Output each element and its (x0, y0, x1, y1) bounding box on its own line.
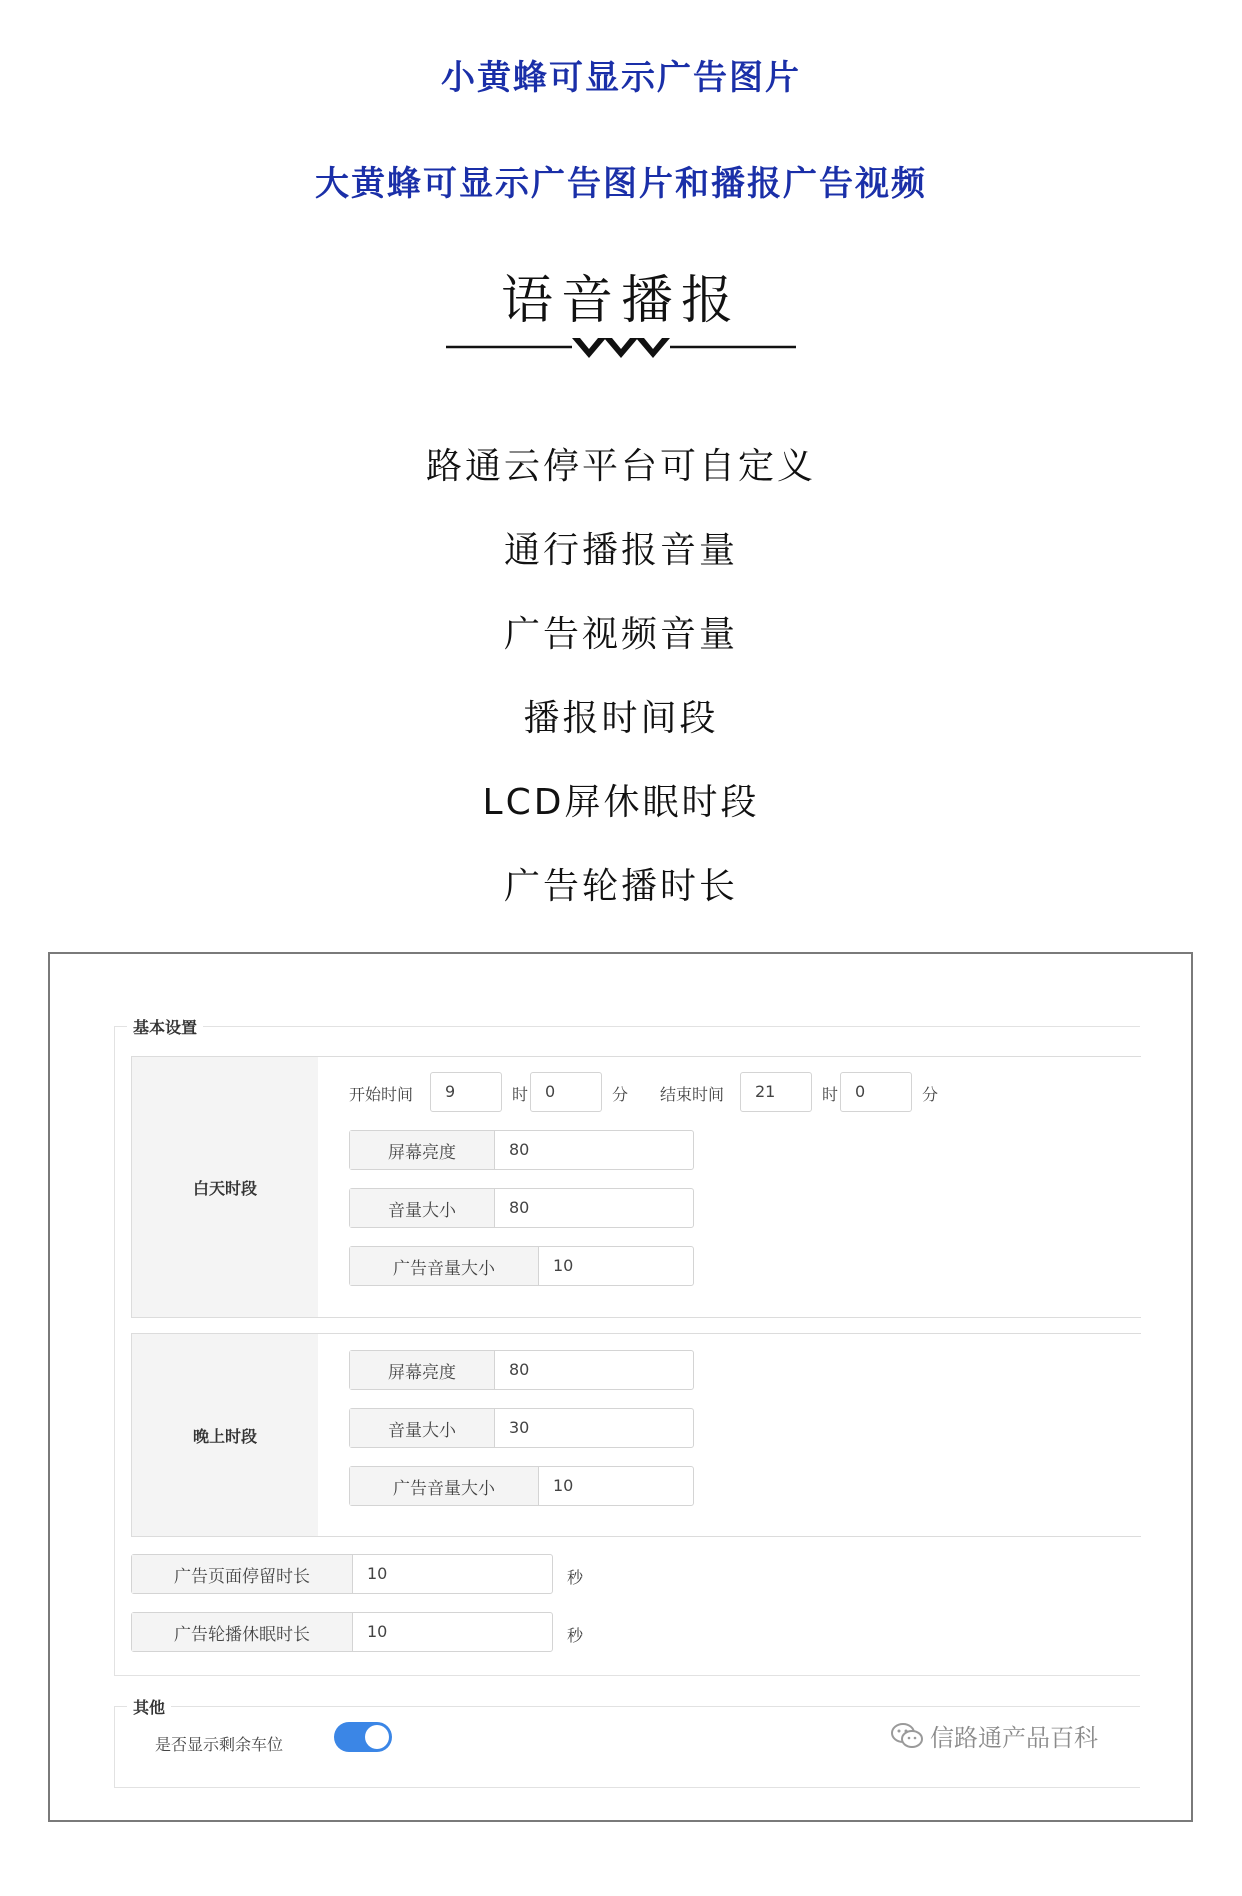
ad-rotate-sleep-field[interactable] (131, 1612, 553, 1652)
day-brightness-field[interactable] (349, 1130, 694, 1170)
day-volume-label: 音量大小 (350, 1189, 495, 1227)
night-ad-volume-label: 广告音量大小 (350, 1467, 539, 1505)
ad-page-stay-field[interactable] (131, 1554, 553, 1594)
day-period-block (131, 1056, 1141, 1318)
watermark-text: 信路通产品百科 (930, 1724, 1098, 1752)
section-title: 语音播报 (500, 271, 741, 331)
day-brightness-value[interactable]: 80 (509, 1140, 530, 1159)
night-brightness-value[interactable]: 80 (509, 1360, 530, 1379)
feature-item: LCD屏休眠时段 (482, 782, 760, 823)
day-brightness-label: 屏幕亮度 (350, 1131, 495, 1169)
day-volume-value[interactable]: 80 (509, 1198, 530, 1217)
day-ad-volume-field[interactable] (349, 1246, 694, 1286)
night-volume-value[interactable]: 30 (509, 1418, 530, 1437)
day-period-label: 白天时段 (132, 1057, 318, 1317)
night-period-label: 晚上时段 (132, 1334, 318, 1536)
night-period-block (131, 1333, 1141, 1537)
night-brightness-label: 屏幕亮度 (350, 1351, 495, 1389)
end-hour-input[interactable]: 21 (740, 1072, 812, 1112)
intro-line-small-bee: 小黄蜂可显示广告图片 (441, 58, 801, 98)
intro-line-big-bee: 大黄蜂可显示广告图片和播报广告视频 (315, 164, 927, 204)
night-volume-label: 音量大小 (350, 1409, 495, 1447)
ad-rotate-sleep-value[interactable]: 10 (367, 1622, 388, 1641)
watermark (890, 1718, 1098, 1753)
start-time-label: 开始时间 (349, 1085, 414, 1104)
feature-item: 广告轮播时长 (503, 866, 738, 907)
chevron-divider (446, 330, 796, 370)
hour-unit: 时 (822, 1085, 839, 1104)
basic-settings-legend: 基本设置 (127, 1015, 203, 1038)
hour-unit: 时 (512, 1085, 529, 1104)
night-ad-volume-value[interactable]: 10 (553, 1476, 574, 1495)
settings-panel (48, 952, 1193, 1822)
end-time-label: 结束时间 (660, 1085, 725, 1104)
seconds-unit: 秒 (567, 1626, 584, 1645)
feature-item: 广告视频音量 (503, 614, 738, 655)
night-brightness-field[interactable] (349, 1350, 694, 1390)
other-settings-legend: 其他 (127, 1695, 171, 1718)
day-volume-field[interactable] (349, 1188, 694, 1228)
ad-rotate-sleep-label: 广告轮播休眠时长 (132, 1613, 353, 1651)
ad-page-stay-label: 广告页面停留时长 (132, 1555, 353, 1593)
feature-item: 路通云停平台可自定义 (425, 446, 816, 487)
night-ad-volume-field[interactable] (349, 1466, 694, 1506)
show-spaces-toggle[interactable] (334, 1722, 392, 1752)
basic-settings-group (114, 1018, 1140, 1676)
start-hour-input[interactable]: 9 (430, 1072, 502, 1112)
day-ad-volume-value[interactable]: 10 (553, 1256, 574, 1275)
night-volume-field[interactable] (349, 1408, 694, 1448)
day-ad-volume-label: 广告音量大小 (350, 1247, 539, 1285)
wechat-icon (890, 1722, 924, 1750)
start-minute-input[interactable]: 0 (530, 1072, 602, 1112)
feature-item: 播报时间段 (523, 698, 719, 739)
minute-unit: 分 (612, 1085, 629, 1104)
seconds-unit: 秒 (567, 1568, 584, 1587)
feature-item: 通行播报音量 (503, 530, 738, 571)
ad-page-stay-value[interactable]: 10 (367, 1564, 388, 1583)
minute-unit: 分 (922, 1085, 939, 1104)
toggle-knob (365, 1725, 389, 1749)
end-minute-input[interactable]: 0 (840, 1072, 912, 1112)
show-spaces-label: 是否显示剩余车位 (155, 1735, 284, 1754)
